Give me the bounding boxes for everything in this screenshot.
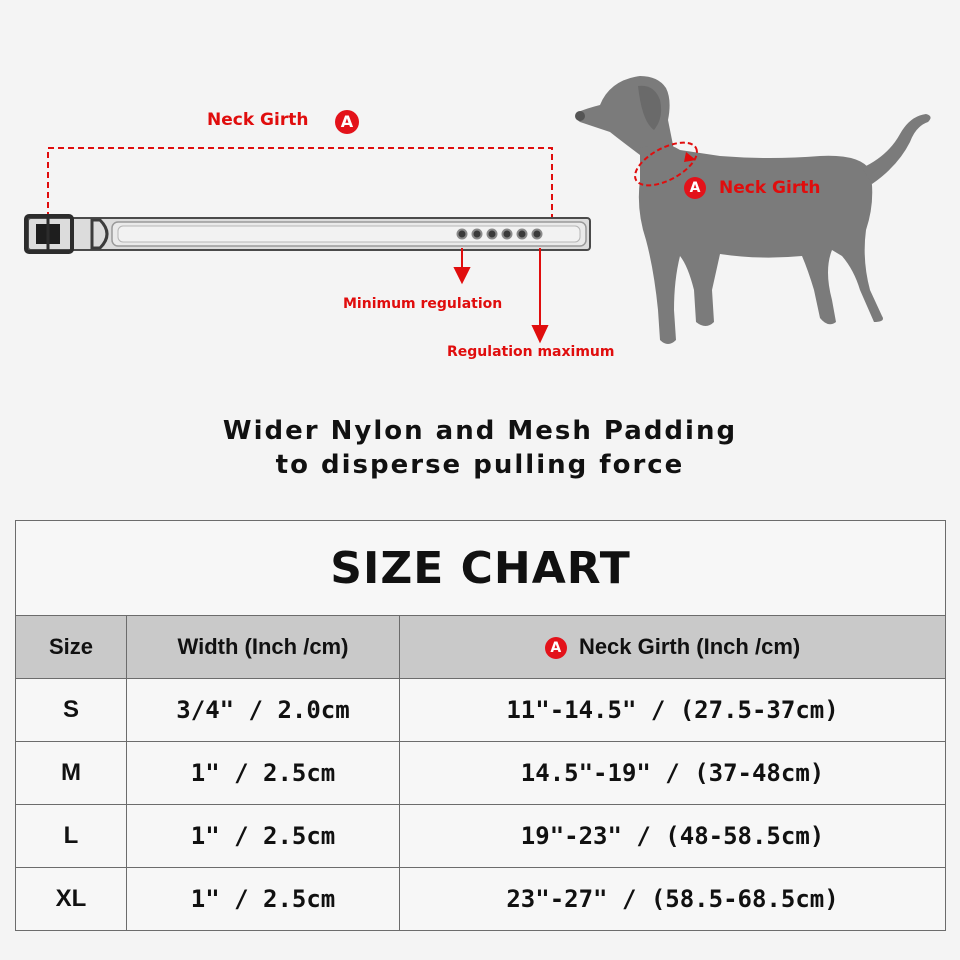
width-cell: 1" / 2.5cm (127, 805, 400, 868)
max-regulation-arrow (533, 248, 547, 341)
min-regulation-label: Minimum regulation (343, 296, 503, 312)
neck-cell: 14.5"-19" / (37-48cm) (400, 742, 946, 805)
width-cell: 3/4" / 2.0cm (127, 679, 400, 742)
tagline-line-1: Wider Nylon and Mesh Padding (222, 416, 738, 446)
table-header-row (16, 616, 946, 679)
size-chart-table (15, 520, 946, 931)
dog-neck-girth-label: Neck Girth (719, 178, 821, 198)
min-regulation-arrow (455, 248, 469, 282)
table-row (16, 805, 946, 868)
header-marker-a-icon: A (545, 637, 567, 659)
neck-cell: 19"-23" / (48-58.5cm) (400, 805, 946, 868)
size-cell: L (16, 805, 127, 868)
dog-marker-a-icon: A (684, 177, 706, 199)
size-cell: M (16, 742, 127, 805)
header-neck-girth-label: Neck Girth (Inch /cm) (578, 634, 801, 659)
header-size: Size (16, 616, 127, 679)
neck-cell: 11"-14.5" / (27.5-37cm) (400, 679, 946, 742)
size-chart-title: SIZE CHART (16, 521, 946, 616)
width-cell: 1" / 2.5cm (127, 868, 400, 931)
header-neck-girth (400, 616, 946, 679)
marker-a-icon: A (335, 110, 359, 134)
table-row (16, 868, 946, 931)
measure-dashed-line (48, 148, 552, 218)
size-cell: S (16, 679, 127, 742)
neck-cell: 23"-27" / (58.5-68.5cm) (400, 868, 946, 931)
max-regulation-label: Regulation maximum (447, 344, 615, 360)
size-cell: XL (16, 868, 127, 931)
table-row (16, 742, 946, 805)
collar-neck-girth-label: Neck Girth (207, 110, 309, 130)
collar-diagram (0, 0, 600, 370)
header-width: Width (Inch /cm) (127, 616, 400, 679)
tagline (0, 414, 960, 482)
table-row (16, 679, 946, 742)
dog-icon (570, 60, 940, 360)
width-cell: 1" / 2.5cm (127, 742, 400, 805)
tagline-line-2: to disperse pulling force (275, 450, 685, 480)
